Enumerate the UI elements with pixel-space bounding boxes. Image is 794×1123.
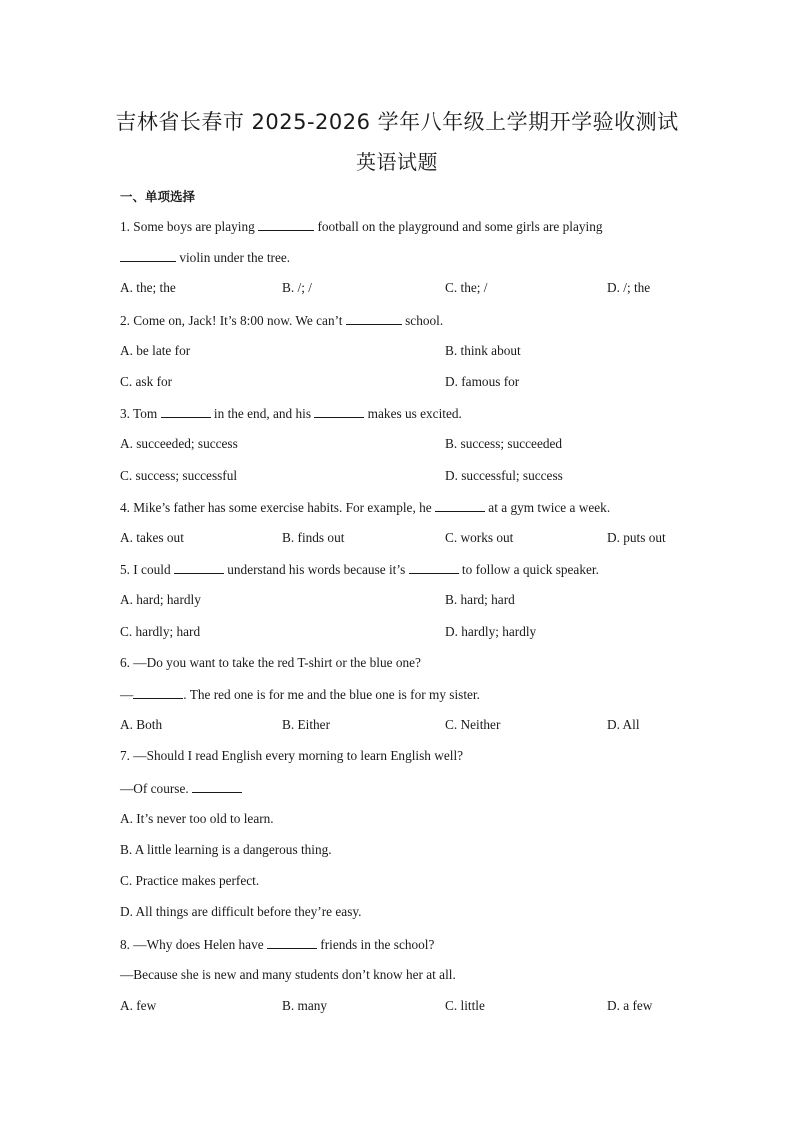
question-text: violin under the tree. [176, 250, 291, 265]
question-text: 3. Tom [120, 406, 161, 421]
question-4-stem [120, 499, 610, 516]
question-text: friends in the school? [316, 937, 435, 952]
answer-blank [258, 218, 314, 231]
question-text: —Of course. [120, 781, 193, 796]
option-c: C. success; successful [120, 468, 238, 483]
option-b: B. finds out [282, 530, 345, 545]
option-a: A. few [120, 998, 157, 1013]
question-3-stem [120, 405, 462, 422]
question-text: understand his words because it’s [223, 562, 409, 577]
question-5-stem [120, 561, 599, 578]
answer-blank [120, 249, 176, 262]
question-7-dialogue [120, 780, 242, 797]
option-a: A. takes out [120, 530, 184, 545]
answer-blank [346, 312, 402, 325]
question-1-stem-cont [120, 249, 290, 266]
question-text: school. [401, 313, 444, 328]
option-c: C. Neither [445, 717, 501, 732]
question-6-stem: 6. —Do you want to take the red T-shirt or the blue one? [120, 655, 421, 670]
question-text: 8. —Why does Helen have [120, 937, 267, 952]
question-6-dialogue [120, 686, 480, 703]
question-text: 5. I could [120, 562, 174, 577]
answer-blank [267, 936, 317, 949]
question-text: . The red one is for me and the blue one is for my sister. [183, 687, 480, 702]
option-c: C. little [445, 998, 485, 1013]
answer-blank [192, 780, 242, 793]
option-d: D. a few [607, 998, 653, 1013]
option-c: C. works out [445, 530, 514, 545]
option-d: D. All things are difficult before they’re easy. [120, 904, 362, 919]
option-c: C. ask for [120, 374, 173, 389]
option-b: B. success; succeeded [445, 436, 563, 451]
question-text: to follow a quick speaker. [458, 562, 599, 577]
question-text: 4. Mike’s father has some exercise habits. For example, he [120, 500, 435, 515]
question-text: football on the playground and some girls are playing [314, 219, 603, 234]
question-text: 1. Some boys are playing [120, 219, 259, 234]
section-heading: 一、单项选择 [120, 189, 196, 204]
option-d: D. puts out [607, 530, 666, 545]
answer-blank [133, 686, 183, 699]
option-d: D. successful; success [445, 468, 563, 483]
question-text: makes us excited. [364, 406, 462, 421]
answer-blank [435, 499, 485, 512]
option-b: B. Either [282, 717, 331, 732]
option-a: A. It’s never too old to learn. [120, 811, 274, 826]
question-8-stem [120, 936, 434, 953]
option-c: C. the; / [445, 280, 488, 295]
option-c: C. Practice makes perfect. [120, 873, 260, 888]
option-a: A. succeeded; success [120, 436, 238, 451]
option-b: B. /; / [282, 280, 312, 295]
option-c: C. hardly; hard [120, 624, 201, 639]
option-a: A. hard; hardly [120, 592, 201, 607]
option-b: B. think about [445, 343, 521, 358]
answer-blank [161, 405, 211, 418]
option-b: B. A little learning is a dangerous thing. [120, 842, 332, 857]
option-b: B. many [282, 998, 328, 1013]
answer-blank [314, 405, 364, 418]
question-7-stem: 7. —Should I read English every morning to learn English well? [120, 748, 464, 763]
option-d: D. All [607, 717, 640, 732]
option-d: D. hardly; hardly [445, 624, 537, 639]
question-2-stem [120, 312, 443, 329]
option-b: B. hard; hard [445, 592, 515, 607]
option-d: D. famous for [445, 374, 520, 389]
question-1-stem [120, 218, 603, 235]
option-a: A. the; the [120, 280, 176, 295]
question-8-dialogue: —Because she is new and many students don’t know her at all. [120, 967, 456, 982]
option-a: A. be late for [120, 343, 191, 358]
option-a: A. Both [120, 717, 163, 732]
document-subtitle: 英语试题 [356, 150, 438, 174]
dialogue-dash: — [120, 687, 134, 702]
answer-blank [409, 561, 459, 574]
answer-blank [174, 561, 224, 574]
document-title: 吉林省长春市 2025-2026 学年八年级上学期开学验收测试 [115, 110, 679, 134]
question-text: at a gym twice a week. [484, 500, 611, 515]
question-text: 2. Come on, Jack! It’s 8:00 now. We can’t [120, 313, 346, 328]
option-d: D. /; the [607, 280, 651, 295]
question-text: in the end, and his [210, 406, 315, 421]
